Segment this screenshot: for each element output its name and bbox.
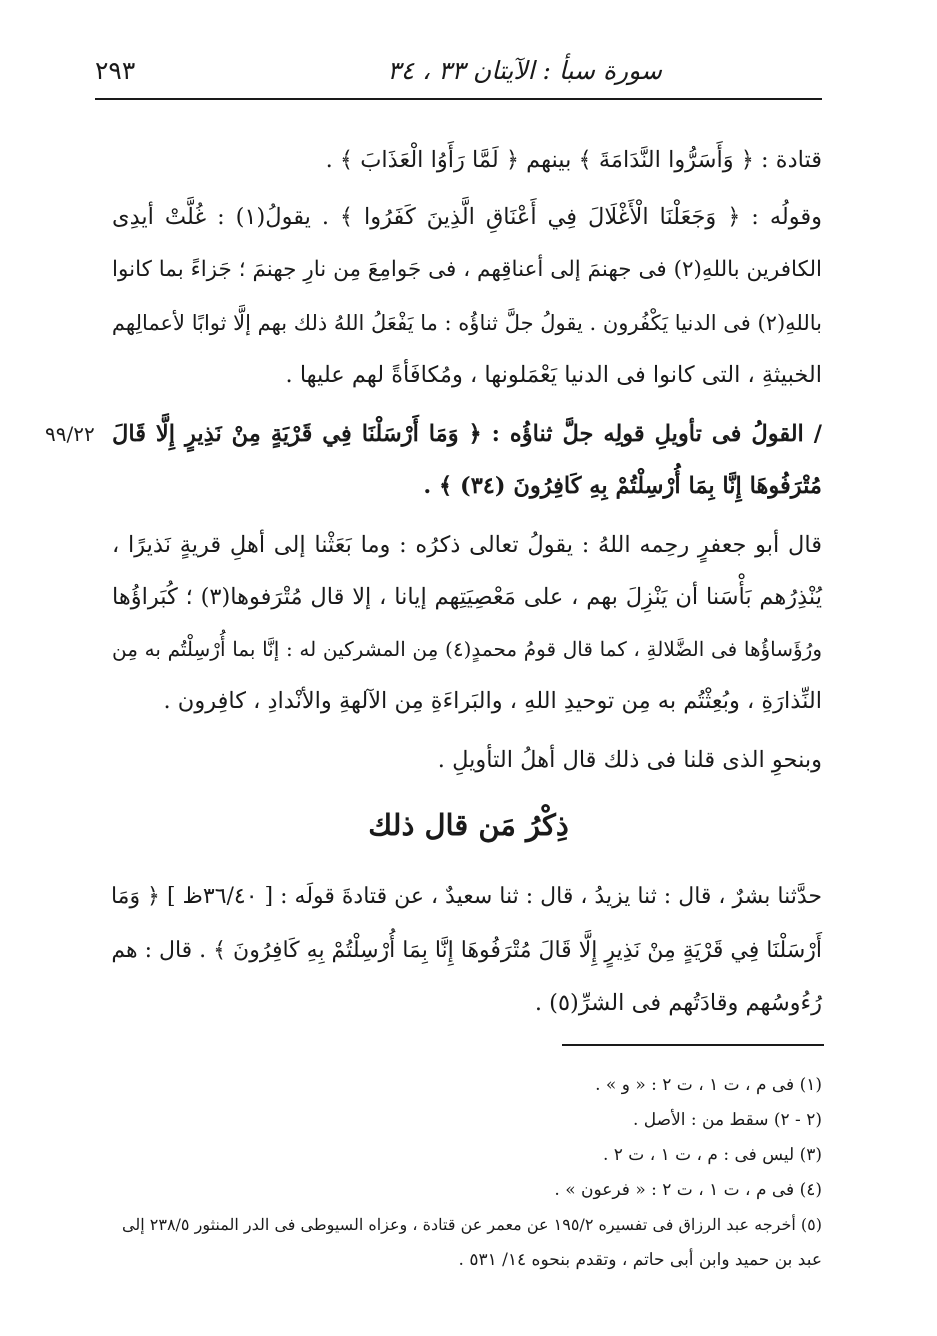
footnote: عبد بن حميد وابن أبى حاتم ، وتقدم بنحوه ١٤/ ٥٣١ .: [458, 1250, 822, 1270]
footnote: (٥) أخرجه عبد الرزاق فى تفسيره ١٩٥/٢ عن معمر عن قتادة ، وعزاه السيوطى فى الدر المنثور ٢٣٨/٥ إلى: [122, 1215, 822, 1234]
footnote-divider: [562, 1044, 824, 1046]
margin-reference: ٩٩/٢٢: [45, 422, 95, 446]
section-title-line: مُتْرَفُوهَا إِنَّا بِمَا أُرْسِلْتُمْ بِهِ كَافِرُونَ (٣٤) ﴾ .: [423, 473, 822, 499]
text-line: ورُؤَساؤُها فى الضَّلالةِ ، كما قال قومُ محمدٍ(٤) مِن المشركين له : إنَّا بما أُرْسِلْتُم به مِن: [112, 637, 822, 661]
text-line: الخبيثةِ ، التى كانوا فى الدنيا يَعْمَلونها ، ومُكافَأةً لهم عليها .: [285, 362, 822, 388]
page-number: ٢٩٣: [95, 56, 136, 85]
header-divider: [95, 98, 822, 100]
text-line: قتادة : ﴿ وَأَسَرُّوا النَّدَامَةَ ﴾ بينهم ﴿ لَمَّا رَأَوُا الْعَذَابَ ﴾ .: [325, 147, 822, 173]
text-line: النِّذارَةِ ، وبُعِثْتُم به مِن توحيدِ اللهِ ، والبَراءَةِ مِن الآلهةِ والأنْدادِ ، كافِرون .: [163, 688, 822, 714]
page-header: [95, 52, 822, 92]
text-line: وقولُه : ﴿ وَجَعَلْنَا الْأَغْلَالَ فِي أَعْنَاقِ الَّذِينَ كَفَرُوا ﴾ . يقولُ(١) : غُلَّتْ أيدِى: [112, 204, 822, 230]
text-line: وبنحوِ الذى قلنا فى ذلك قال أهلُ التأويلِ .: [437, 747, 822, 773]
footnote: (٤) فى م ، ت ١ ، ت ٢ : « فرعون » .: [554, 1180, 822, 1200]
section-title-line: / القولُ فى تأويلِ قولِه جلَّ ثناؤُه : ﴿ وَمَا أَرْسَلْنَا فِي قَرْيَةٍ مِنْ نَذِيرٍ إِلَّا قَالَ: [112, 421, 822, 447]
running-title: سورة سبأ : الآيتان ٣٣ ، ٣٤: [387, 56, 662, 85]
footnote: (١) فى م ، ت ١ ، ت ٢ : « و » .: [595, 1075, 822, 1095]
text-line: يُنْذِرُهم بَأْسَنا أن يَنْزِلَ بهم ، على مَعْصِيَتِهم إيانا ، إلا قال مُتْرَفوها(٣) ؛ كُبَراؤُها: [112, 584, 822, 610]
text-line: باللهِ(٢) فى الدنيا يَكْفُرون . يقولُ جلَّ ثناؤُه : ما يَفْعَلُ اللهُ ذلك بهم إلَّا ثوابًا لأعمالِهم: [111, 311, 822, 335]
footnote: (٢ - ٢) سقط من : الأصل .: [632, 1110, 822, 1130]
text-line: رُءُوسُهم وقادَتُهم فى الشرِّ(٥) .: [534, 990, 822, 1016]
text-line: الكافرين باللهِ(٢) فى جهنمَ إلى أعناقِهم ، فى جَوامِعَ مِن نارِ جهنمَ ؛ جَزاءً بما كانوا: [112, 257, 822, 282]
text-line: حدَّثنا بشرٌ ، قال : ثنا يزيدُ ، قال : ثنا سعيدٌ ، عن قتادةَ قولَه : [ ٣٦/٤٠ظ ] ﴿ وَمَا: [110, 884, 822, 909]
section-heading: ذِكْرُ مَن قال ذلك: [368, 808, 569, 842]
footnote: (٣) ليس فى : م ، ت ١ ، ت ٢ .: [602, 1145, 822, 1165]
text-line: قال أبو جعفرٍ رحِمه اللهُ : يقولُ تعالى ذكرُه : وما بَعَثْنا إلى أهلِ قريةٍ نَذيرًا ،: [112, 532, 822, 558]
text-line: أَرْسَلْنَا فِي قَرْيَةٍ مِنْ نَذِيرٍ إِلَّا قَالَ مُتْرَفُوهَا إِنَّا بِمَا أُرْسِلْتُمْ بِهِ كَافِرُونَ ﴾ . قال : هم: [111, 938, 822, 963]
